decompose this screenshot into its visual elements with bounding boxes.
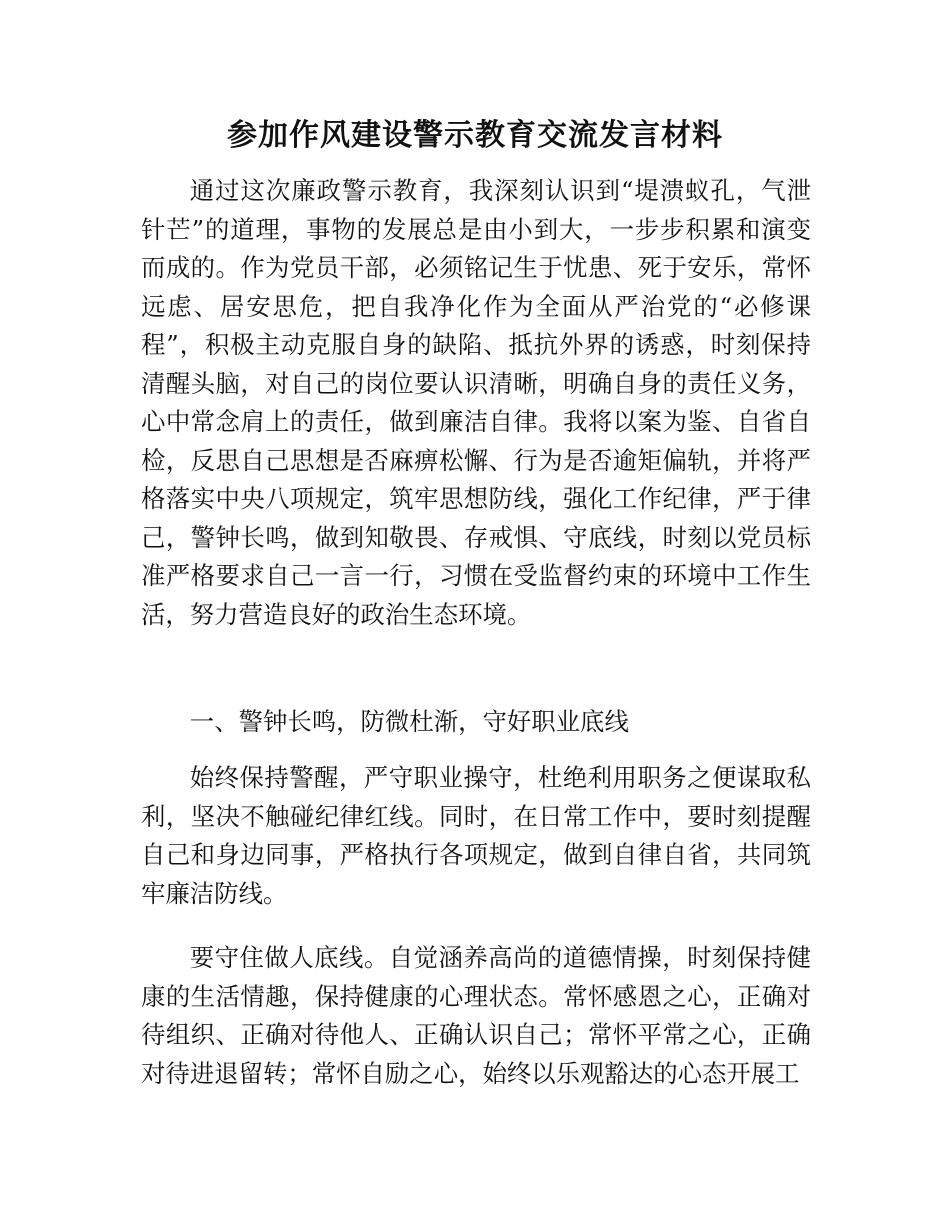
section-heading-block	[141, 703, 811, 742]
paragraph-vigilance: 始终保持警醒，严守职业操守，杜绝利用职务之便谋取私利，坚决不触碰纪律红线。同时，在日常工作中，要时刻提醒自己和身边同事，严格执行各项规定，做到自律自省，共同筑牢廉洁防线。	[141, 763, 811, 908]
paragraph-intro: 通过这次廉政警示教育，我深刻认识到“堤溃蚁孔，气泄针芒”的道理，事物的发展总是由小到大，一步步积累和演变而成的。作为党员干部，必须铭记生于忧患、死于安乐，常怀远虑、居安思危，把自我净化作为全面从严治党的“必修课程”，积极主动克服自身的缺陷、抵抗外界的诱惑，时刻保持清醒头脑，对自己的岗位要认识清晰，明确自身的责任义务，心中常念肩上的责任，做到廉洁自律。我将以案为鉴、自省自检，反思自己思想是否麻痹松懈、行为是否逾矩偏轨，并将严格落实中央八项规定，筑牢思想防线，强化工作纪律，严于律己，警钟长鸣，做到知敬畏、存戒惧、守底线，时刻以党员标准严格要求自己一言一行，习惯在受监督约束的环境中工作生活，努力营造良好的政治生态环境。	[141, 176, 811, 629]
section-heading-1: 一、警钟长鸣，防微杜渐，守好职业底线	[189, 707, 629, 736]
paragraph-bottom-line-block	[141, 939, 811, 1093]
document-title: 参加作风建设警示教育交流发言材料	[227, 118, 723, 153]
paragraph-bottom-line: 要守住做人底线。自觉涵养高尚的道德情操，时刻保持健康的生活情趣，保持健康的心理状态。常怀感恩之心，正确对待组织、正确对待他人、正确认识自己；常怀平常之心，正确对待进退留转；常怀自励之心，始终以乐观豁达的心态开展工	[141, 943, 811, 1088]
paragraph-vigilance-block	[141, 759, 811, 913]
paragraph-intro-block	[141, 172, 811, 634]
